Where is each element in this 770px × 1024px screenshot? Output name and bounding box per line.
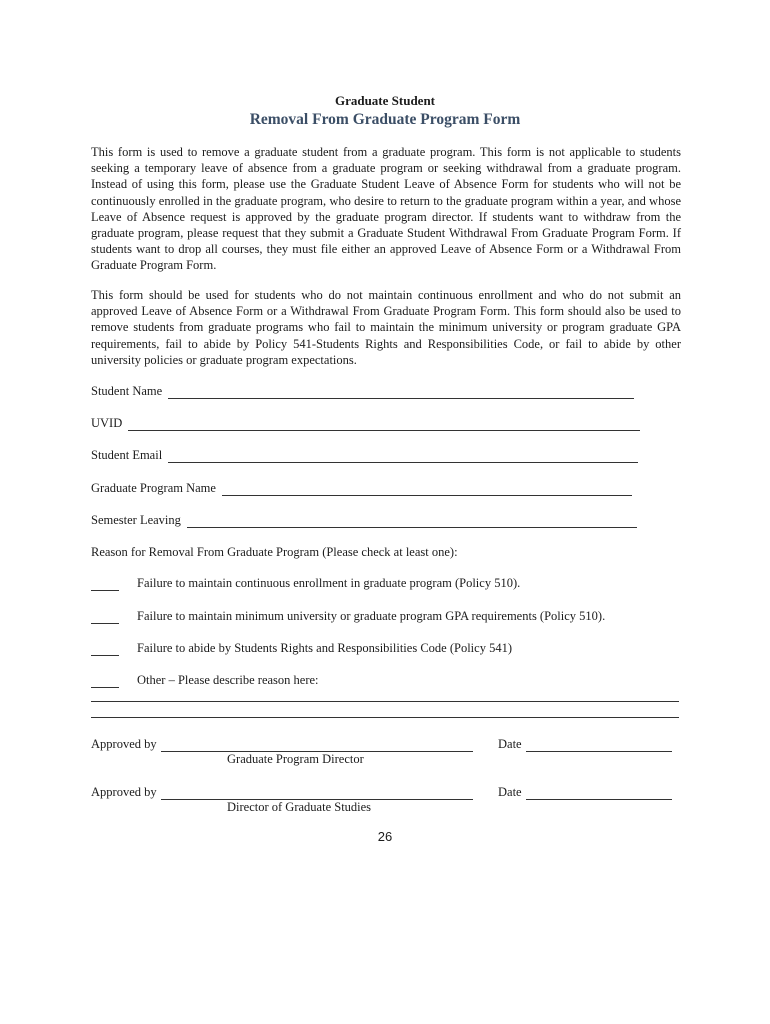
- student-email-label: Student Email: [91, 448, 163, 462]
- reason-label: Failure to maintain continuous enrollment in graduate program (Policy 510).: [137, 576, 521, 590]
- reason-checkbox[interactable]: [91, 675, 119, 688]
- reason-checkbox[interactable]: [91, 578, 119, 591]
- reason-checkbox[interactable]: [91, 611, 119, 624]
- date-line[interactable]: [526, 787, 672, 800]
- graduate-studies-date[interactable]: [498, 784, 672, 800]
- graduate-studies-approval[interactable]: [91, 784, 473, 800]
- student-name-line[interactable]: [168, 386, 634, 399]
- other-reason-line[interactable]: [91, 717, 679, 718]
- form-heading: Graduate Student: [334, 93, 436, 108]
- date-label: Date: [498, 737, 522, 751]
- reason-checkbox[interactable]: [91, 643, 119, 656]
- reason-item[interactable]: [91, 640, 512, 656]
- program-director-approval[interactable]: [91, 736, 473, 752]
- reason-label: Other – Please describe reason here:: [137, 673, 319, 687]
- approved-by-label: Approved by: [91, 785, 157, 799]
- program-director-date[interactable]: [498, 736, 672, 752]
- reason-item[interactable]: [91, 608, 605, 624]
- approved-by-label: Approved by: [91, 737, 157, 751]
- semester-leaving-label: Semester Leaving: [91, 513, 181, 527]
- other-reason-line[interactable]: [91, 701, 679, 702]
- page-number: 26: [377, 829, 393, 844]
- reason-label: Failure to maintain minimum university or graduate program GPA requirements (Policy 510).: [137, 609, 606, 623]
- program-director-title: Graduate Program Director: [227, 752, 364, 766]
- signature-line[interactable]: [161, 739, 473, 752]
- form-title: Removal From Graduate Program Form: [249, 111, 521, 128]
- reason-heading: Reason for Removal From Graduate Program (Please check at least one):: [91, 545, 458, 559]
- student-name-label: Student Name: [91, 384, 163, 398]
- signature-line[interactable]: [161, 787, 473, 800]
- semester-leaving-line[interactable]: [187, 515, 637, 528]
- uvid-label: UVID: [91, 416, 123, 430]
- reason-label: Failure to abide by Students Rights and Responsibilities Code (Policy 541): [137, 641, 512, 655]
- date-label: Date: [498, 785, 522, 799]
- semester-leaving-field[interactable]: [91, 512, 637, 528]
- program-name-field[interactable]: [91, 480, 632, 496]
- uvid-line[interactable]: [128, 418, 640, 431]
- program-name-label: Graduate Program Name: [91, 481, 216, 495]
- intro-paragraph-1: This form is used to remove a graduate student from a graduate program. This form is not applicable to students seeking a temporary leave of absence from a graduate program or seeking withdrawal from a graduate program. Instead of using this form, please use the Graduate Student Leave of Absence Form for students who will not be continuously enrolled in the graduate program, who desire to return to the graduate program within a year, and whose Leave of Absence request is approved by the graduate program director. If students want to withdraw from the graduate program, please request that they submit a Graduate Student Withdrawal From Graduate Program Form. If students want to drop all courses, they must file either an approved Leave of Absence Form or a Withdrawal From Graduate Program Form.: [91, 145, 681, 273]
- reason-item[interactable]: [91, 575, 520, 591]
- program-name-line[interactable]: [222, 483, 632, 496]
- student-email-field[interactable]: [91, 447, 638, 463]
- student-email-line[interactable]: [168, 450, 638, 463]
- reason-item[interactable]: [91, 672, 319, 688]
- graduate-studies-title: Director of Graduate Studies: [227, 800, 372, 814]
- student-name-field[interactable]: [91, 383, 634, 399]
- intro-paragraph-2: This form should be used for students who do not maintain continuous enrollment and who do not submit an approved Leave of Absence Form or a Withdrawal From Graduate Program Form. This form should also be used to remove students from graduate programs who fail to maintain the minimum university or program graduate GPA requirements, fail to abide by Policy 541-Students Rights and Responsibilities Code, or fail to abide by other university policies or graduate program expectations.: [91, 288, 681, 367]
- date-line[interactable]: [526, 739, 672, 752]
- uvid-field[interactable]: [91, 415, 640, 431]
